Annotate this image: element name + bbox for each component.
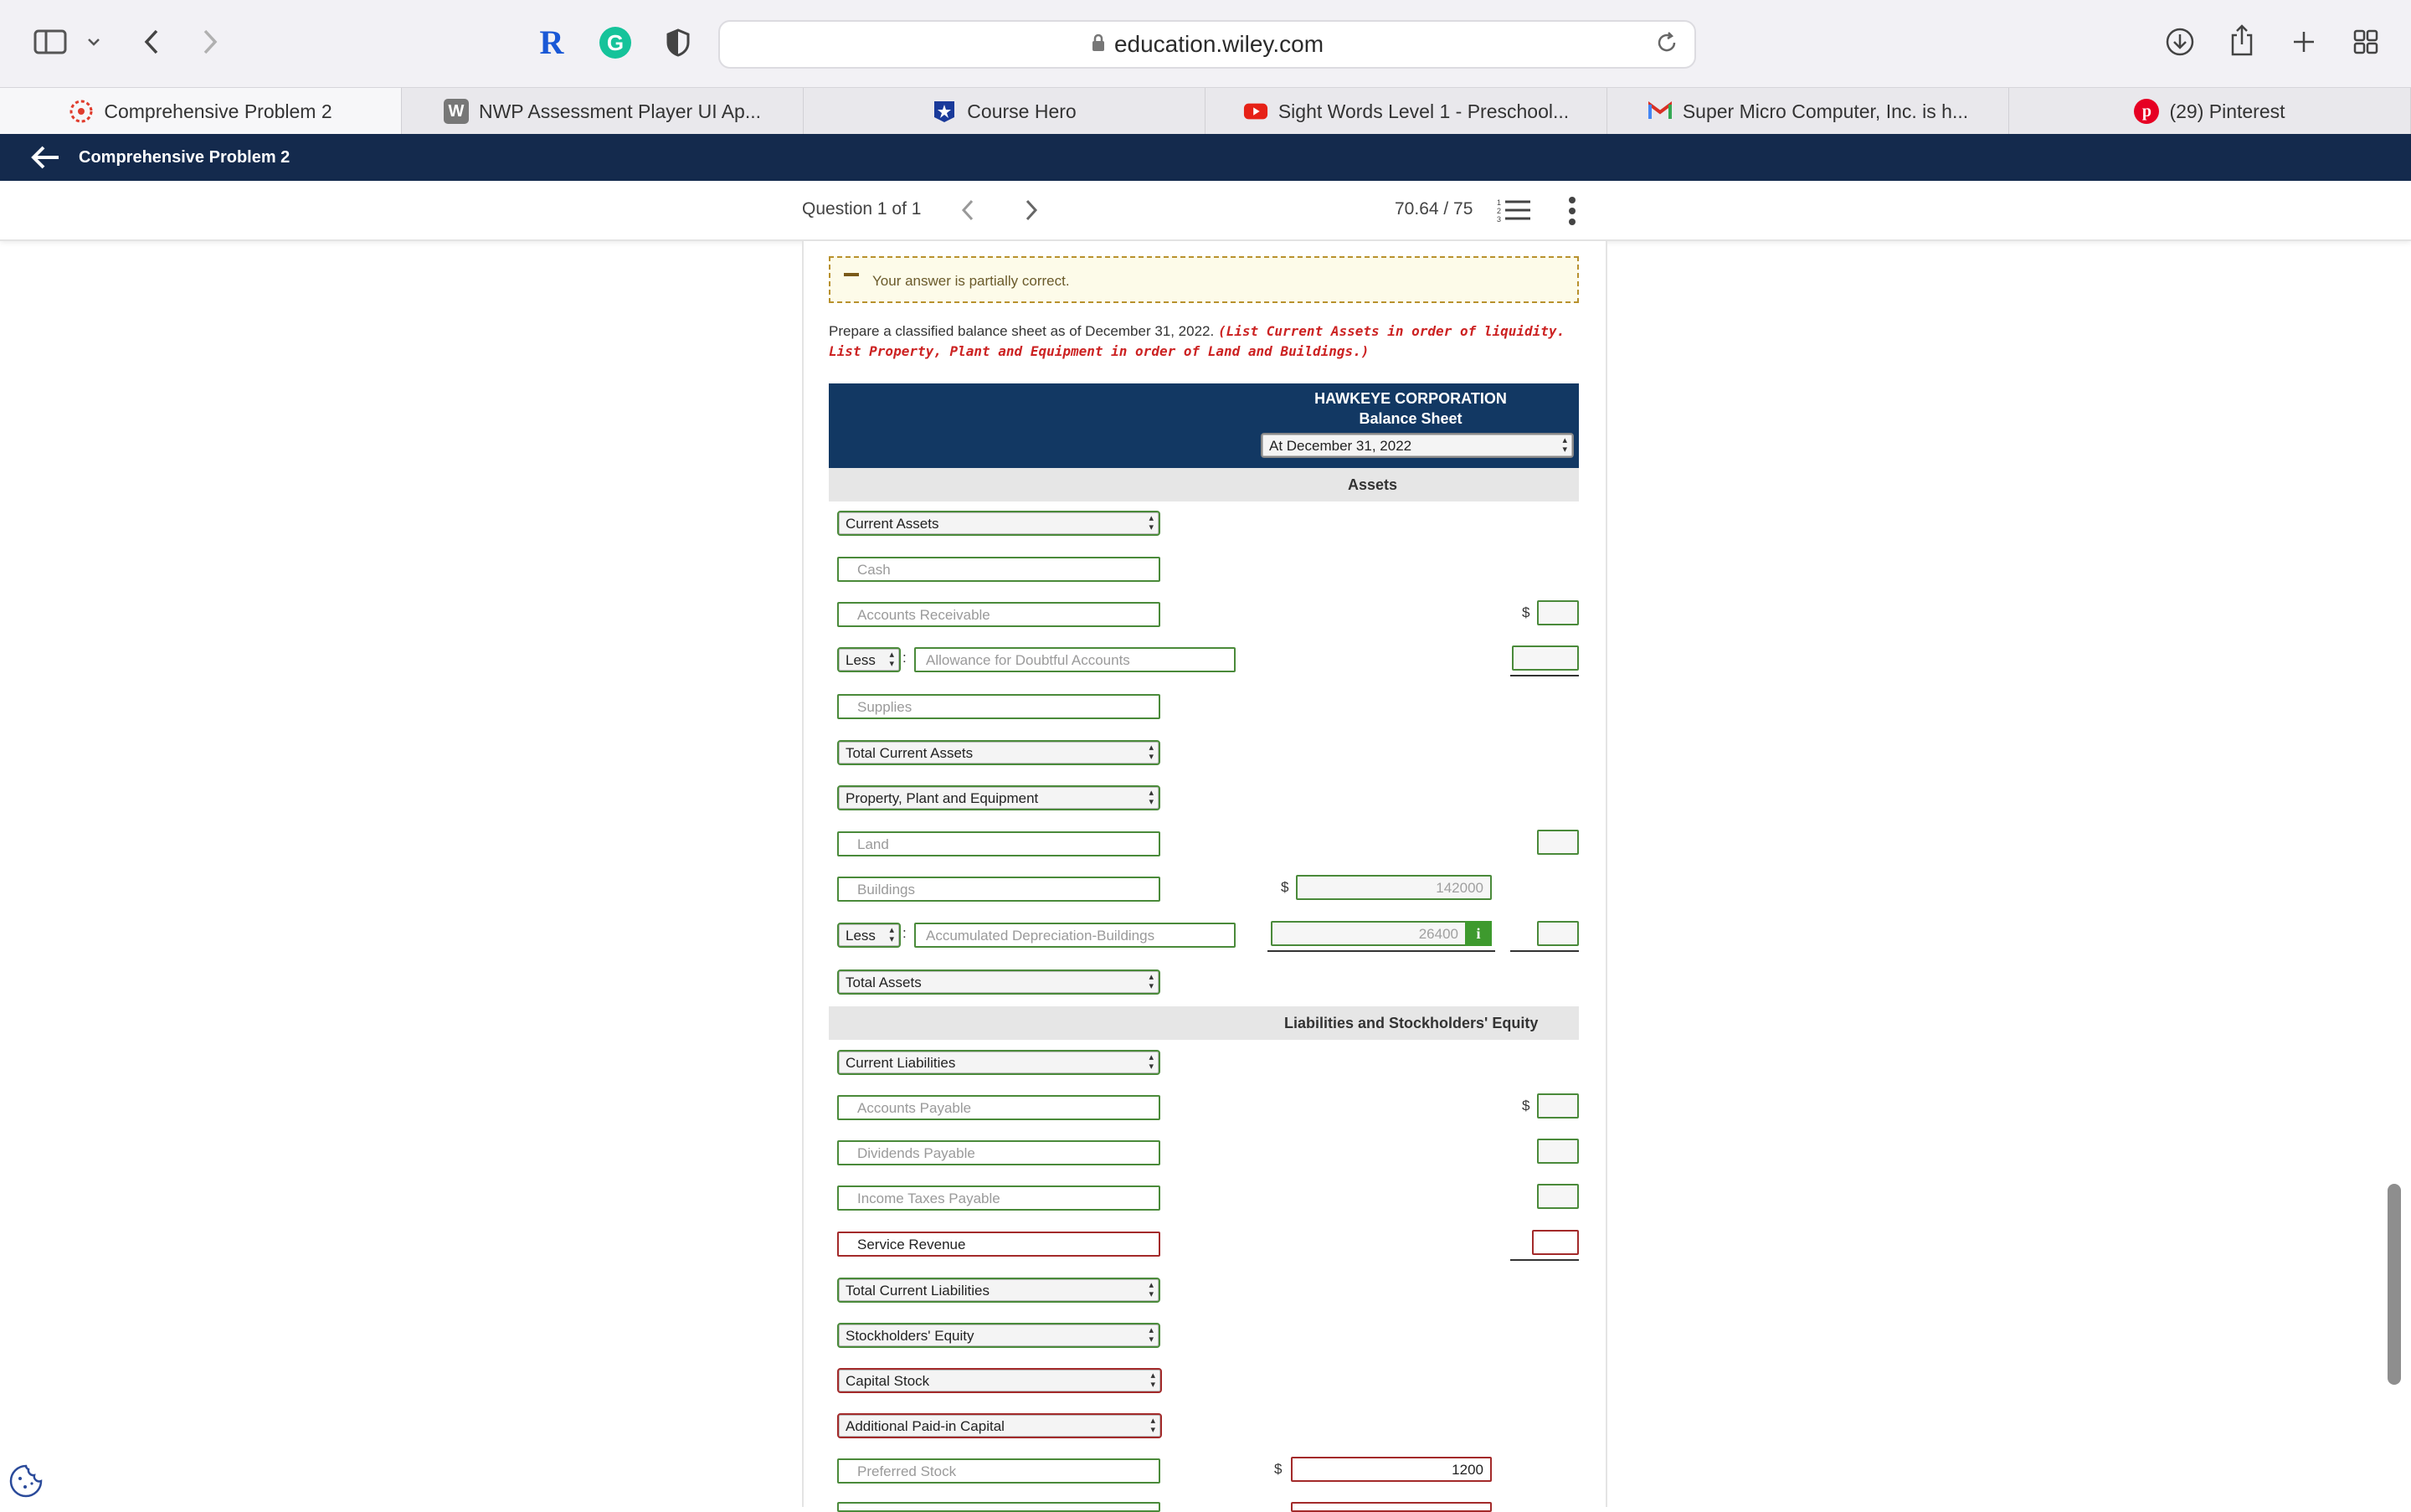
ppe-select[interactable]: Property, Plant and Equipment ▴ ▾ [837,785,1160,810]
income-taxes-payable-input[interactable]: Income Taxes Payable [837,1185,1160,1211]
liabilities-section-bar [829,1006,1579,1040]
buildings-amount[interactable]: 142000 [1296,875,1492,900]
service-revenue-input[interactable]: Service Revenue [837,1232,1160,1257]
accounts-payable-input[interactable]: Accounts Payable [837,1095,1160,1120]
app-header [0,134,2411,181]
new-tab-icon[interactable] [2289,27,2319,57]
capital-stock-select[interactable]: Capital Stock ▴ ▾ [837,1368,1162,1393]
total-current-assets-select[interactable]: Total Current Assets ▴ ▾ [837,740,1160,765]
svg-text:1: 1 [1497,198,1502,207]
next-row-input[interactable] [837,1502,1160,1512]
assets-header: Assets [1348,476,1398,493]
svg-text:2: 2 [1497,207,1502,215]
supplies-input[interactable]: Supplies [837,694,1160,719]
income-taxes-payable-amount[interactable] [1537,1184,1579,1209]
total-assets-select[interactable]: Total Assets ▴ ▾ [837,969,1160,995]
tab-sight-words[interactable]: Sight Words Level 1 - Preschool... [1206,88,1607,135]
underline [1267,950,1495,952]
buildings-input[interactable]: Buildings [837,877,1160,902]
canvas-icon [69,99,94,124]
sidebar-toggle-icon[interactable] [32,27,69,57]
pinterest-icon: p [2134,99,2159,124]
info-icon[interactable]: i [1465,921,1492,946]
select-arrows-icon: ▴ ▾ [1149,1325,1154,1345]
accounts-receivable-amount[interactable] [1537,600,1579,625]
instructions-note: (List Current Assets in order of liquidity. List Property, Plant and Equipment in order of Land and Buildings.) [829,323,1565,359]
current-assets-select[interactable]: Current Assets ▴ ▾ [837,511,1160,536]
date-select[interactable]: At December 31, 2022 ▴ ▾ [1261,433,1574,458]
accum-dep-input[interactable]: Accumulated Depreciation-Buildings [914,923,1236,948]
land-amount[interactable] [1537,830,1579,855]
more-options-icon[interactable] [1567,196,1577,230]
accounts-payable-amount[interactable] [1537,1093,1579,1119]
youtube-icon [1243,99,1268,124]
back-arrow-icon[interactable] [30,141,64,174]
net-buildings-amount[interactable] [1537,921,1579,946]
accounts-receivable-input[interactable]: Accounts Receivable [837,602,1160,627]
lock-icon [1091,31,1106,58]
address-bar[interactable] [718,20,1696,69]
tab-overview-icon[interactable] [2351,27,2381,57]
apic-select[interactable]: Additional Paid-in Capital ▴ ▾ [837,1413,1162,1438]
forward-icon[interactable] [198,25,223,59]
url-text: education.wiley.com [1113,31,1324,57]
select-arrows-icon: ▴ ▾ [1149,1052,1154,1072]
reload-icon[interactable] [1654,30,1679,61]
select-arrows-icon: ▴ ▾ [1149,788,1154,807]
dollar-sign: $ [1281,879,1289,895]
land-input[interactable]: Land [837,831,1160,856]
less-select[interactable]: Less ▴ ▾ [837,923,901,948]
dollar-sign: $ [1274,1461,1283,1477]
select-arrows-icon: ▴ ▾ [1149,1280,1154,1299]
underline [1510,675,1579,676]
course-hero-icon [932,99,957,124]
colon: : [902,650,907,666]
feedback-text: Your answer is partially correct. [872,273,1070,289]
dividends-payable-input[interactable]: Dividends Payable [837,1140,1160,1165]
select-arrows-icon: ▴ ▾ [889,650,894,669]
statement-name: Balance Sheet [1359,410,1463,427]
accum-dep-amount[interactable]: 26400 [1271,921,1467,946]
back-icon[interactable] [139,25,164,59]
select-arrows-icon: ▴ ▾ [1150,1371,1155,1390]
cookie-icon[interactable] [8,1463,44,1503]
company-name: HAWKEYE CORPORATION [1314,390,1507,407]
next-row-amount[interactable] [1291,1502,1492,1512]
select-arrows-icon: ▴ ▾ [1150,1416,1155,1435]
total-current-liabilities-select[interactable]: Total Current Liabilities ▴ ▾ [837,1278,1160,1303]
question-counter: Question 1 of 1 [802,199,922,219]
allowance-input[interactable]: Allowance for Doubtful Accounts [914,647,1236,672]
cash-input[interactable]: Cash [837,557,1160,582]
tab-comprehensive-problem[interactable]: Comprehensive Problem 2 [0,88,402,135]
tab-nwp-assessment[interactable]: W NWP Assessment Player UI Ap... [402,88,804,135]
select-arrows-icon: ▴ ▾ [1149,513,1154,532]
share-icon[interactable] [2227,22,2257,59]
dividends-payable-amount[interactable] [1537,1139,1579,1164]
colon: : [902,925,907,941]
tab-pinterest[interactable]: p (29) Pinterest [2009,88,2411,135]
question-nav [0,181,2411,241]
dollar-sign: $ [1522,604,1530,620]
wiley-w-icon: W [444,99,469,124]
service-revenue-amount[interactable] [1532,1230,1579,1255]
instructions [829,321,1582,362]
select-arrows-icon: ▴ ▾ [1562,435,1567,455]
stockholders-equity-select[interactable]: Stockholders' Equity ▴ ▾ [837,1323,1160,1348]
liabilities-header: Liabilities and Stockholders' Equity [1284,1015,1539,1031]
assignment-title: Comprehensive Problem 2 [79,147,290,167]
shield-icon[interactable] [663,27,693,59]
current-liabilities-select[interactable]: Current Liabilities ▴ ▾ [837,1050,1160,1075]
tab-bar [0,87,2411,136]
preferred-stock-input[interactable]: Preferred Stock [837,1458,1160,1484]
preferred-stock-amount[interactable]: 1200 [1291,1457,1492,1482]
select-arrows-icon: ▴ ▾ [1149,743,1154,762]
next-question-icon[interactable] [1023,198,1040,227]
r-extension-icon[interactable]: R [539,23,564,61]
underline [1510,950,1579,952]
prev-question-icon[interactable] [959,198,976,227]
minus-icon [844,273,859,276]
chevron-down-icon[interactable] [84,32,104,52]
allowance-amount[interactable] [1512,645,1579,671]
less-select[interactable]: Less ▴ ▾ [837,647,901,672]
select-arrows-icon: ▴ ▾ [1149,972,1154,991]
browser-toolbar [0,0,2411,87]
page-scrollbar[interactable] [2388,1184,2401,1385]
feedback-banner [829,256,1579,303]
svg-text:3: 3 [1497,215,1502,224]
assets-section-bar [829,468,1579,501]
gmail-icon [1648,99,1673,124]
tab-super-micro[interactable]: Super Micro Computer, Inc. is h... [1607,88,2009,135]
dollar-sign: $ [1522,1098,1530,1113]
grammarly-icon[interactable]: G [599,27,631,59]
underline [1510,1259,1579,1261]
score-display: 70.64 / 75 [1395,199,1473,219]
instructions-text: Prepare a classified balance sheet as of December 31, 2022. [829,323,1215,339]
tab-course-hero[interactable]: Course Hero [804,88,1206,135]
download-icon[interactable] [2163,25,2197,59]
select-arrows-icon: ▴ ▾ [889,925,894,944]
question-list-icon[interactable] [1497,196,1532,229]
